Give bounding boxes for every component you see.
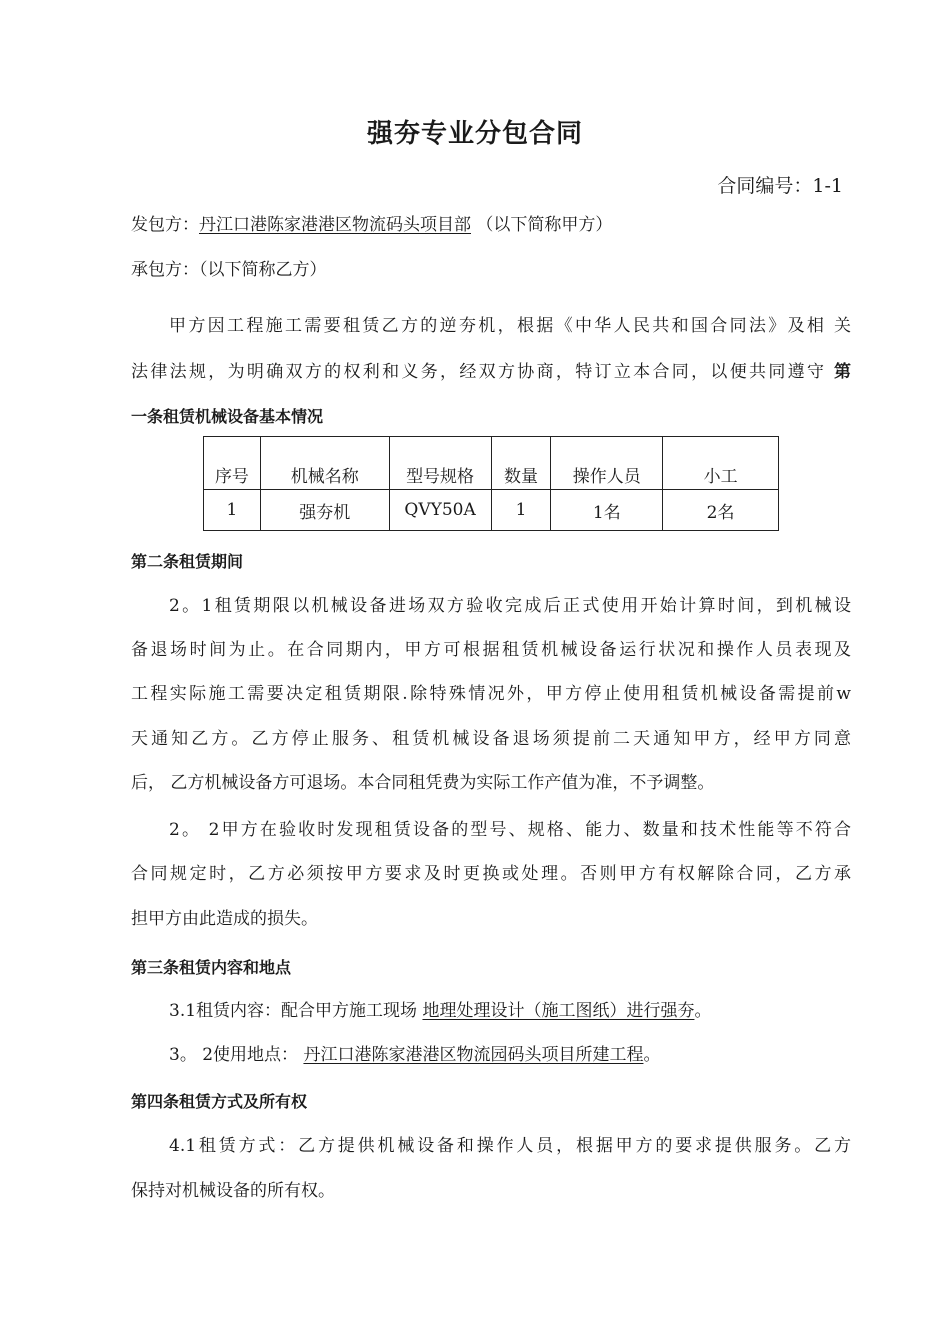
party-a-suffix: （以下简称甲方） bbox=[471, 215, 613, 235]
party-a-name: 丹江口港陈家港港区物流码头项目部 bbox=[199, 215, 471, 235]
party-b-label: 承包方： bbox=[131, 260, 199, 280]
paragraph-line: 备退场时间为止。在合同期内，甲方可根据租赁机械设备运行状况和操作人员表现及 bbox=[131, 640, 851, 660]
table-header-row bbox=[204, 437, 779, 490]
table-header-cell: 型号规格 bbox=[389, 437, 491, 490]
table-header-cell: 数量 bbox=[491, 437, 551, 490]
equipment-table bbox=[203, 436, 779, 531]
section2-heading: 第二条租赁期间 bbox=[131, 552, 244, 571]
section3-heading: 第三条租赁内容和地点 bbox=[131, 958, 292, 977]
section1-heading: 一条租赁机械设备基本情况 bbox=[131, 407, 324, 426]
table-header-cell: 操作人员 bbox=[551, 437, 663, 490]
intro-line-1: 甲方因工程施工需要租赁乙方的逆夯机，根据《中华人民共和国合同法》及相 关 bbox=[169, 316, 851, 336]
paragraph-line: 后， 乙方机械设备方可退场。本合同租凭费为实际工作产值为准，不予调整。 bbox=[131, 773, 715, 793]
paragraph-line: 4.1租赁方式：乙方提供机械设备和操作人员，根据甲方的要求提供服务。乙方 bbox=[169, 1136, 851, 1156]
paragraph-line: 天通知乙方。乙方停止服务、租赁机械设备退场须提前二天通知甲方，经甲方同意 bbox=[131, 729, 851, 749]
usage-location-value: 丹江口港陈家港港区物流园码头项目所建工程 bbox=[303, 1045, 644, 1065]
paragraph-line: 保持对机械设备的所有权。 bbox=[131, 1181, 335, 1201]
table-header-cell: 序号 bbox=[204, 437, 261, 490]
intro-line-2-bold: 第 bbox=[834, 362, 851, 382]
table-row bbox=[204, 490, 779, 531]
table-cell: 1 bbox=[491, 490, 551, 531]
usage-location-label: 3。 2使用地点： bbox=[169, 1045, 304, 1065]
rental-content-line bbox=[131, 999, 851, 1023]
intro-line-2 bbox=[131, 360, 851, 384]
table-cell: 2名 bbox=[663, 490, 779, 531]
paragraph-line: 2。1租赁期限以机械设备进场双方验收完成后正式使用开始计算时间，到机械设 bbox=[169, 596, 851, 616]
paragraph-line: 合同规定时，乙方必须按甲方要求及时更换或处理。否则甲方有权解除合同，乙方承 bbox=[131, 864, 851, 884]
usage-location-end: 。 bbox=[643, 1045, 661, 1065]
paragraph-line: 2。 2甲方在验收时发现租赁设备的型号、规格、能力、数量和技术性能等不符合 bbox=[169, 820, 851, 840]
intro-line-2-text: 法律法规，为明确双方的权利和义务，经双方协商，特订立本合同，以便共同遵守 bbox=[131, 362, 834, 382]
table-cell: 1 bbox=[204, 490, 261, 531]
usage-location-line bbox=[131, 1043, 851, 1067]
paragraph-line: 担甲方由此造成的损失。 bbox=[131, 909, 318, 929]
paragraph-line: 工程实际施工需要决定租赁期限.除特殊情况外，甲方停止使用租赁机械设备需提前w bbox=[131, 684, 851, 704]
table-header-cell: 小工 bbox=[663, 437, 779, 490]
table-cell: 1名 bbox=[551, 490, 663, 531]
section4-heading: 第四条租赁方式及所有权 bbox=[131, 1092, 308, 1111]
rental-content-end: 。 bbox=[694, 1001, 712, 1021]
party-b-line bbox=[131, 258, 851, 282]
party-a-line bbox=[131, 213, 851, 237]
rental-content-value: 地理处理设计（施工图纸）进行强夯 bbox=[422, 1001, 695, 1021]
party-a-label: 发包方： bbox=[131, 215, 199, 235]
table-cell: 强夯机 bbox=[260, 490, 389, 531]
table-header-cell: 机械名称 bbox=[260, 437, 389, 490]
document-title: 强夯专业分包合同 bbox=[366, 119, 583, 149]
contract-number: 合同编号：1-1 bbox=[717, 175, 843, 197]
party-b-suffix: （以下简称乙方） bbox=[199, 260, 327, 280]
rental-content-label: 3.1租赁内容：配合甲方施工现场 bbox=[169, 1001, 423, 1021]
table-cell: QVY50A bbox=[389, 490, 491, 531]
